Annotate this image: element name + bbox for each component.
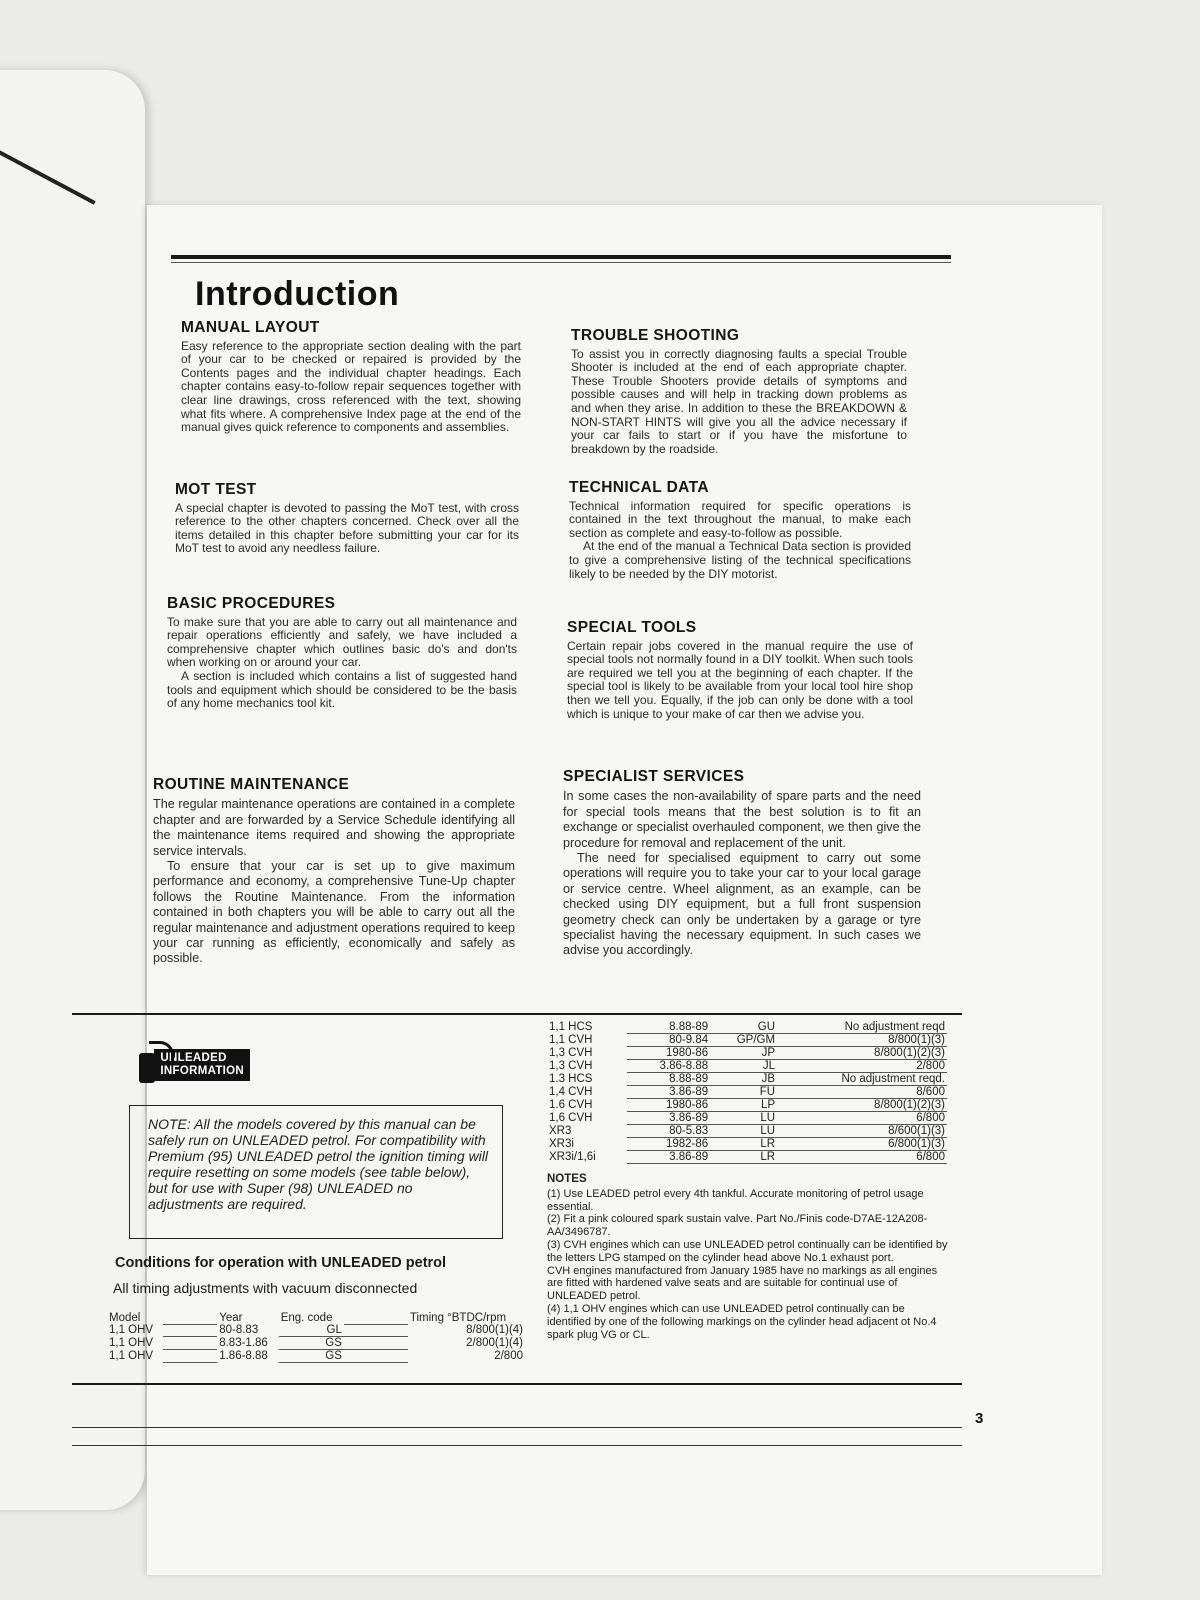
section-divider	[72, 1013, 962, 1015]
table-cell: XR3i/1,6i	[549, 1151, 596, 1163]
table-cell: 8.88-89	[627, 1021, 710, 1034]
bottom-divider	[72, 1383, 962, 1385]
table-row	[547, 1060, 947, 1073]
unleaded-badge	[135, 1043, 250, 1087]
page-stripe-decoration	[0, 140, 96, 205]
table-cell: 8/800(1)(4)	[466, 1324, 523, 1337]
table-cell: 80-9.84	[627, 1034, 710, 1047]
table-row	[547, 1086, 947, 1099]
table-header: Model	[109, 1312, 141, 1324]
table-cell: LU	[710, 1125, 777, 1138]
section-paragraph: To make sure that you are able to carry out all maintenance and repair operations efficiently and safely, we have included a comprehensive chapter which outlines basic do's and don'ts when working on or around your car.	[167, 614, 517, 670]
section-paragraph: To assist you in correctly diagnosing faults a special Trouble Shooter is included at the end of each appropriate chapter. These Trouble Shooters provide details of symptoms and possible causes and will help in tracking down problems as and when they arise. In addition to these the BREAKDOWN & NON-START HINTS will give you all the advice necessary if your car fails to start or if you have the misfortune to breakdown by the roadside.	[571, 346, 907, 456]
note-item: (1) Use LEADED petrol every 4th tankful. Accurate monitoring of petrol usage essential.	[547, 1187, 924, 1213]
note-item: (3) CVH engines which can use UNLEADED petrol continually can be identified by the letters LPG stamped on the cylinder head above No.1 exhaust port.	[547, 1238, 948, 1264]
table-row	[107, 1337, 525, 1350]
section-paragraph: At the end of the manual a Technical Data section is provided to give a comprehensive listing of the technical specifications likely to be needed by the DIY motorist.	[569, 539, 911, 581]
table-cell: 1980-86	[627, 1099, 710, 1112]
table-cell: LP	[710, 1099, 777, 1112]
timing-table	[107, 1312, 525, 1363]
section-paragraph: A section is included which contains a list of suggested hand tools and equipment which should be considered to be the basis of any home mechanics tool kit.	[167, 668, 517, 711]
table-row	[547, 1021, 947, 1034]
table-cell: 2/800(1)(4)	[466, 1337, 523, 1349]
footer-rule	[72, 1427, 962, 1428]
table-cell: 3.86-8.88	[627, 1060, 710, 1073]
table-cell: 2/800	[777, 1060, 947, 1073]
page-number: 3	[975, 1410, 984, 1427]
table-cell: GU	[710, 1021, 777, 1034]
table-cell: LU	[710, 1112, 777, 1125]
table-cell: No adjustment reqd	[777, 1021, 947, 1034]
badge-line: UNLEADED	[160, 1052, 227, 1064]
section-heading: MANUAL LAYOUT	[181, 319, 320, 336]
table-header: Eng. code	[280, 1312, 333, 1324]
conditions-title: Conditions for operation with UNLEADED petrol	[115, 1255, 447, 1271]
section-heading: TROUBLE SHOOTING	[571, 327, 740, 344]
top-rule-thin	[171, 262, 951, 263]
table-row	[547, 1112, 947, 1125]
table-cell: JL	[710, 1060, 777, 1073]
table-cell: FU	[710, 1086, 777, 1099]
table-cell: 1.86-8.88	[219, 1350, 268, 1362]
table-cell: 1,3 CVH	[549, 1060, 593, 1072]
table-cell: 1982-86	[627, 1138, 710, 1151]
section-routine-maintenance	[153, 777, 515, 967]
table-row	[547, 1138, 947, 1151]
table-cell: GS	[279, 1337, 344, 1350]
table-row	[107, 1324, 525, 1337]
table-cell: 3.86-89	[627, 1086, 710, 1099]
note-item: CVH engines manufactured from January 1985 have no markings as all engines are fitted with hardened valve seats and are suitable for continual use of UNLEADED petrol.	[547, 1264, 938, 1303]
table-cell: XR3i	[549, 1138, 574, 1150]
table-cell: GS	[279, 1350, 344, 1363]
table-row	[547, 1151, 947, 1164]
table-row	[547, 1125, 947, 1138]
table-cell: 1,1 OHV	[109, 1337, 154, 1349]
section-heading: SPECIALIST SERVICES	[563, 768, 745, 785]
table-cell: 2/800	[494, 1350, 523, 1362]
table-cell: 1980-86	[627, 1047, 710, 1060]
table-header: Year	[219, 1312, 243, 1324]
section-specialist-services	[563, 769, 921, 959]
table-cell: 8/600	[777, 1086, 947, 1099]
table-cell: 1,6 CVH	[549, 1112, 593, 1124]
section-heading: ROUTINE MAINTENANCE	[153, 776, 350, 793]
table-header: Timing °BTDC/rpm	[409, 1312, 507, 1324]
notes-block	[547, 1173, 951, 1341]
section-heading: SPECIAL TOOLS	[567, 619, 697, 636]
section-paragraph: The need for specialised equipment to carry out some operations will require you to take your car to your local garage or service centre. Wheel alignment, as an example, can be checked using DIY equipment, but a full front suspension geometry check can only be undertaken by a garage or tyre specialist having the necessary equipment. In such cases we advise you accordingly.	[563, 851, 921, 958]
table-cell: 1,3 CVH	[549, 1047, 593, 1059]
section-heading: MOT TEST	[175, 481, 257, 498]
top-rule	[171, 255, 951, 259]
table-cell: 6/800	[777, 1112, 947, 1125]
table-cell: 80-8.83	[219, 1324, 259, 1337]
section-trouble-shooting	[571, 329, 907, 456]
notes-heading: NOTES	[547, 1173, 587, 1185]
table-cell: 1,4 CVH	[549, 1086, 593, 1098]
table-row	[107, 1350, 525, 1363]
section-technical-data	[569, 481, 911, 581]
table-row	[547, 1073, 947, 1086]
table-cell: 1,1 CVH	[549, 1034, 593, 1046]
table-cell: No adjustment reqd.	[777, 1073, 947, 1086]
table-cell: 1.6 CVH	[549, 1099, 593, 1111]
table-cell: 1.3 HCS	[549, 1073, 593, 1085]
section-paragraph: Easy reference to the appropriate section dealing with the part of your car to be checked or repaired is provided by the Contents pages and the individual chapter headings. Each chapter contains easy-to-follow repair sequences together with clear line drawings, cross referenced with the text, showing what fits where. A comprehensive Index page at the end of the manual gives quick reference to components and assemblies.	[181, 338, 521, 435]
table-cell: 8.88-89	[627, 1073, 710, 1086]
table-header-row	[107, 1312, 525, 1324]
section-manual-layout	[181, 321, 521, 435]
table-cell: 8/800(1)(2)(3)	[777, 1047, 947, 1060]
note-item: (4) 1,1 OHV engines which can use UNLEADED petrol continually can be identified by one of the following markings on the cylinder head adjacent ot No.4 spark plug VG or CL.	[547, 1302, 937, 1341]
unleaded-note-box	[129, 1105, 503, 1239]
table-row	[547, 1099, 947, 1112]
section-paragraph: The regular maintenance operations are contained in a complete chapter and are forwarded by a Service Schedule identifying all the maintenance items required and showing the appropriate service intervals.	[153, 797, 515, 858]
section-paragraph: To ensure that your car is set up to give maximum performance and economy, a comprehensive Tune-Up chapter follows the Routine Maintenance. From the information contained in both chapters you will be able to carry out all the regular maintenance and adjustment operations required to keep your car running as efficiently, economically and safely as possible.	[153, 859, 515, 966]
section-basic-procedures	[167, 597, 517, 711]
table-cell: LR	[710, 1151, 777, 1164]
footer-rule	[72, 1445, 962, 1446]
table-cell: 1,1 OHV	[109, 1350, 154, 1362]
table-cell: 6/800	[777, 1151, 947, 1164]
table-cell: JB	[710, 1073, 777, 1086]
table-cell: GL	[279, 1324, 344, 1337]
badge-line: INFORMATION	[160, 1065, 244, 1077]
note-item: (2) Fit a pink coloured spark sustain valve. Part No./Finis code-D7AE-12A208-AA/3496787.	[547, 1213, 928, 1239]
table-cell: 1,1 HCS	[549, 1021, 593, 1034]
section-paragraph: In some cases the non-availability of spare parts and the need for special tools means that the best solution is to fit an exchange or specialist overhauled component, we then give the procedure for removal and replacement of the unit.	[563, 789, 921, 850]
table-cell: 80-5.83	[627, 1125, 710, 1138]
table-cell: 8/600(1)(3)	[777, 1125, 947, 1138]
table-cell: JP	[710, 1047, 777, 1060]
table-cell: 6/800(1)(3)	[777, 1138, 947, 1151]
table-row	[547, 1047, 947, 1060]
table-cell: 8/800(1)(3)	[777, 1034, 947, 1047]
section-special-tools	[567, 621, 913, 721]
table-cell: 8/800(1)(2)(3)	[777, 1099, 947, 1112]
unleaded-note: NOTE: All the models covered by this manual can be safely run on UNLEADED petrol. For compatibility with Premium (95) UNLEADED petrol the ignition timing will require resetting on some models (see table below), but for use with Super (98) UNLEADED no adjustments are required.	[148, 1116, 489, 1212]
table-cell: 8.83-1.86	[219, 1337, 268, 1349]
table-cell: GP/GM	[710, 1034, 777, 1047]
section-paragraph: Certain repair jobs covered in the manual require the use of special tools not normally found in a DIY toolkit. When such tools are required we tell you at the beginning of each chapter. If the special tool is likely to be available from your local tool hire shop then we tell you. Equally, if the job can only be done with a tool which is unique to your make of car then we advise you.	[567, 638, 913, 721]
table-cell: 3.86-89	[627, 1151, 710, 1164]
section-heading: TECHNICAL DATA	[569, 479, 709, 496]
manual-page	[109, 205, 1102, 1575]
section-paragraph: Technical information required for specific operations is contained in the text throughout the manual, to make each section as complete and easy-to-follow as possible.	[569, 498, 911, 540]
table-cell: 3.86-89	[627, 1112, 710, 1125]
page-title: Introduction	[195, 275, 400, 313]
section-heading: BASIC PROCEDURES	[167, 595, 336, 612]
table-row	[547, 1034, 947, 1047]
table-cell: 1,1 OHV	[109, 1324, 154, 1337]
conditions-subtitle: All timing adjustments with vacuum disconnected	[113, 1280, 418, 1296]
section-paragraph: A special chapter is devoted to passing the MoT test, with cross reference to the other chapters concerned. Check over all the items detailed in this chapter before submitting your car for its MoT test to avoid any needless failure.	[175, 500, 519, 556]
table-cell: XR3	[549, 1125, 572, 1137]
section-mot-test	[175, 483, 519, 556]
fuel-pump-icon	[135, 1043, 154, 1087]
table-cell: LR	[710, 1138, 777, 1151]
engine-spec-table	[547, 1021, 947, 1164]
